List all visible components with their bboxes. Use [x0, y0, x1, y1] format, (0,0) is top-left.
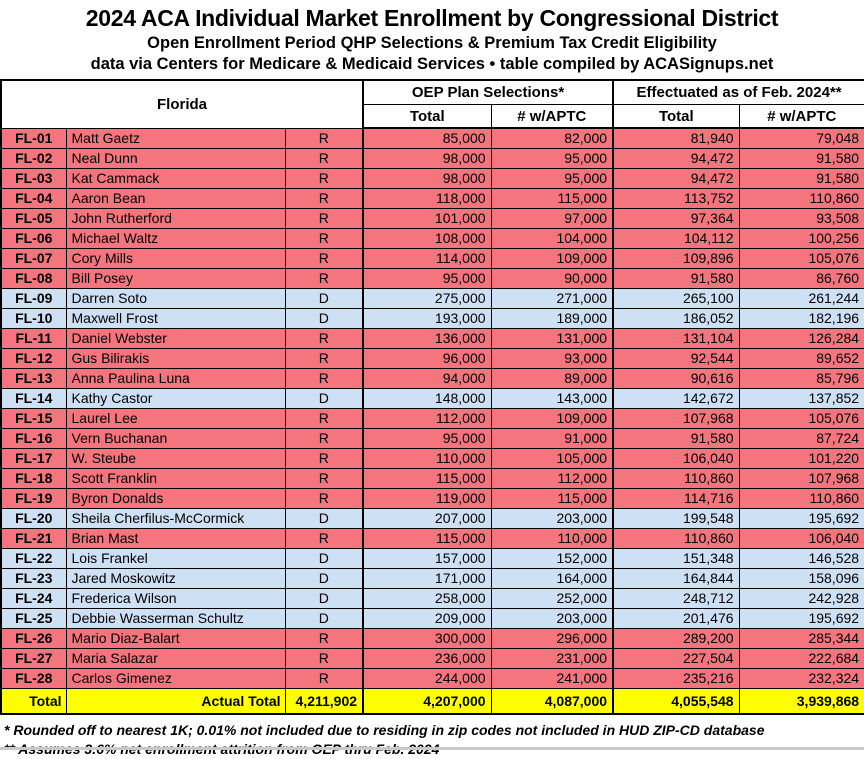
rep-name-cell: Darren Soto	[66, 288, 285, 308]
oep-aptc-cell: 131,000	[491, 328, 613, 348]
party-cell: R	[285, 228, 363, 248]
total-row	[1, 688, 864, 714]
table-row	[1, 568, 864, 588]
eff-total-cell: 235,216	[613, 668, 739, 688]
col-header-eff-aptc: # w/APTC	[739, 105, 864, 129]
oep-total-cell: 275,000	[363, 288, 491, 308]
oep-total-cell: 96,000	[363, 348, 491, 368]
district-cell: FL-22	[1, 548, 66, 568]
district-cell: FL-08	[1, 268, 66, 288]
district-rows	[1, 128, 864, 688]
eff-aptc-cell: 79,048	[739, 128, 864, 148]
table-row	[1, 628, 864, 648]
source-line: data via Centers for Medicare & Medicaid Services • table compiled by ACASignups.net	[90, 55, 774, 73]
enrollment-table	[0, 79, 864, 715]
oep-aptc-cell: 93,000	[491, 348, 613, 368]
party-cell: R	[285, 148, 363, 168]
party-cell: R	[285, 268, 363, 288]
eff-total-cell: 110,860	[613, 468, 739, 488]
oep-aptc-cell: 97,000	[491, 208, 613, 228]
table-row	[1, 388, 864, 408]
oep-total-cell: 115,000	[363, 468, 491, 488]
district-cell: FL-19	[1, 488, 66, 508]
eff-total-cell: 104,112	[613, 228, 739, 248]
party-cell: D	[285, 548, 363, 568]
party-cell: R	[285, 408, 363, 428]
eff-total-cell: 109,896	[613, 248, 739, 268]
oep-aptc-cell: 143,000	[491, 388, 613, 408]
eff-total-cell: 107,968	[613, 408, 739, 428]
rep-name-cell: Laurel Lee	[66, 408, 285, 428]
oep-aptc-cell: 271,000	[491, 288, 613, 308]
rep-name-cell: Carlos Gimenez	[66, 668, 285, 688]
eff-total-cell: 289,200	[613, 628, 739, 648]
oep-aptc-cell: 89,000	[491, 368, 613, 388]
district-cell: FL-06	[1, 228, 66, 248]
table-row	[1, 408, 864, 428]
rep-name-cell: Matt Gaetz	[66, 128, 285, 148]
rep-name-cell: Frederica Wilson	[66, 588, 285, 608]
party-cell: D	[285, 588, 363, 608]
eff-aptc-cell: 146,528	[739, 548, 864, 568]
oep-aptc-cell: 90,000	[491, 268, 613, 288]
table-row	[1, 348, 864, 368]
eff-aptc-cell: 85,796	[739, 368, 864, 388]
party-cell: R	[285, 168, 363, 188]
rep-name-cell: Maxwell Frost	[66, 308, 285, 328]
state-header: Florida	[1, 80, 363, 128]
oep-aptc-cell: 110,000	[491, 528, 613, 548]
table-row	[1, 368, 864, 388]
total-row-label: Total	[1, 688, 66, 714]
table-row	[1, 208, 864, 228]
oep-total-cell: 207,000	[363, 508, 491, 528]
footnote-1: * Rounded off to nearest 1K; 0.01% not included due to residing in zip codes not included in HUD ZIP-CD database	[4, 722, 765, 738]
oep-total-cell: 95,000	[363, 428, 491, 448]
party-cell: R	[285, 488, 363, 508]
oep-total-cell: 136,000	[363, 328, 491, 348]
oep-aptc-cell: 95,000	[491, 148, 613, 168]
group-header-oep: OEP Plan Selections*	[363, 80, 613, 105]
footnotes	[4, 721, 864, 759]
district-cell: FL-14	[1, 388, 66, 408]
party-cell: R	[285, 468, 363, 488]
table-row	[1, 548, 864, 568]
rep-name-cell: W. Steube	[66, 448, 285, 468]
oep-total-cell: 85,000	[363, 128, 491, 148]
table-row	[1, 188, 864, 208]
table-row	[1, 488, 864, 508]
rep-name-cell: Vern Buchanan	[66, 428, 285, 448]
oep-aptc-cell: 115,000	[491, 488, 613, 508]
oep-aptc-cell: 109,000	[491, 408, 613, 428]
eff-aptc-cell: 110,860	[739, 488, 864, 508]
oep-total-cell: 119,000	[363, 488, 491, 508]
eff-aptc-cell: 93,508	[739, 208, 864, 228]
eff-aptc-cell: 158,096	[739, 568, 864, 588]
oep-total-cell: 98,000	[363, 148, 491, 168]
page-title: 2024 ACA Individual Market Enrollment by Congressional District	[85, 5, 779, 31]
table-row	[1, 668, 864, 688]
rep-name-cell: Michael Waltz	[66, 228, 285, 248]
table-row	[1, 288, 864, 308]
table-row	[1, 308, 864, 328]
eff-aptc-cell: 195,692	[739, 608, 864, 628]
party-cell: R	[285, 648, 363, 668]
eff-total-cell: 248,712	[613, 588, 739, 608]
oep-total-cell: 94,000	[363, 368, 491, 388]
oep-total-cell: 209,000	[363, 608, 491, 628]
eff-aptc-cell: 242,928	[739, 588, 864, 608]
oep-total-cell: 101,000	[363, 208, 491, 228]
eff-aptc-cell: 101,220	[739, 448, 864, 468]
district-cell: FL-12	[1, 348, 66, 368]
eff-aptc-cell: 182,196	[739, 308, 864, 328]
eff-aptc-cell: 110,860	[739, 188, 864, 208]
oep-total-cell: 108,000	[363, 228, 491, 248]
party-cell: D	[285, 288, 363, 308]
party-cell: R	[285, 528, 363, 548]
district-cell: FL-07	[1, 248, 66, 268]
oep-aptc-cell: 241,000	[491, 668, 613, 688]
rep-name-cell: Kathy Castor	[66, 388, 285, 408]
district-cell: FL-16	[1, 428, 66, 448]
eff-aptc-cell: 105,076	[739, 248, 864, 268]
district-cell: FL-05	[1, 208, 66, 228]
rep-name-cell: Debbie Wasserman Schultz	[66, 608, 285, 628]
district-cell: FL-09	[1, 288, 66, 308]
eff-total-cell: 151,348	[613, 548, 739, 568]
oep-aptc-cell: 189,000	[491, 308, 613, 328]
oep-total-cell: 148,000	[363, 388, 491, 408]
party-cell: D	[285, 388, 363, 408]
table-row	[1, 608, 864, 628]
table-row	[1, 148, 864, 168]
party-cell: D	[285, 508, 363, 528]
party-cell: D	[285, 308, 363, 328]
district-cell: FL-28	[1, 668, 66, 688]
eff-total-cell: 164,844	[613, 568, 739, 588]
party-cell: D	[285, 608, 363, 628]
party-cell: R	[285, 668, 363, 688]
eff-aptc-cell: 261,244	[739, 288, 864, 308]
oep-aptc-cell: 203,000	[491, 608, 613, 628]
table-row	[1, 508, 864, 528]
rep-name-cell: Scott Franklin	[66, 468, 285, 488]
eff-total-cell: 201,476	[613, 608, 739, 628]
eff-total-cell: 92,544	[613, 348, 739, 368]
oep-aptc-cell: 296,000	[491, 628, 613, 648]
district-cell: FL-26	[1, 628, 66, 648]
oep-total-cell: 114,000	[363, 248, 491, 268]
oep-total-cell: 110,000	[363, 448, 491, 468]
oep-total-cell: 300,000	[363, 628, 491, 648]
oep-aptc-cell: 164,000	[491, 568, 613, 588]
total-eff-aptc: 3,939,868	[739, 688, 864, 714]
group-header-effectuated: Effectuated as of Feb. 2024**	[613, 80, 864, 105]
table-row	[1, 468, 864, 488]
table-row	[1, 648, 864, 668]
party-cell: R	[285, 368, 363, 388]
table-row	[1, 588, 864, 608]
oep-aptc-cell: 109,000	[491, 248, 613, 268]
eff-aptc-cell: 222,684	[739, 648, 864, 668]
col-header-oep-aptc: # w/APTC	[491, 105, 613, 129]
total-eff-total: 4,055,548	[613, 688, 739, 714]
eff-total-cell: 186,052	[613, 308, 739, 328]
eff-aptc-cell: 137,852	[739, 388, 864, 408]
rep-name-cell: Neal Dunn	[66, 148, 285, 168]
table-row	[1, 268, 864, 288]
district-cell: FL-27	[1, 648, 66, 668]
oep-aptc-cell: 231,000	[491, 648, 613, 668]
eff-aptc-cell: 86,760	[739, 268, 864, 288]
oep-aptc-cell: 82,000	[491, 128, 613, 148]
party-cell: R	[285, 628, 363, 648]
party-cell: R	[285, 188, 363, 208]
rep-name-cell: Bill Posey	[66, 268, 285, 288]
rep-name-cell: Lois Frankel	[66, 548, 285, 568]
district-cell: FL-20	[1, 508, 66, 528]
eff-total-cell: 106,040	[613, 448, 739, 468]
table-row	[1, 428, 864, 448]
oep-aptc-cell: 105,000	[491, 448, 613, 468]
district-cell: FL-01	[1, 128, 66, 148]
eff-total-cell: 142,672	[613, 388, 739, 408]
oep-total-cell: 95,000	[363, 268, 491, 288]
rep-name-cell: Gus Bilirakis	[66, 348, 285, 368]
eff-total-cell: 110,860	[613, 528, 739, 548]
district-cell: FL-23	[1, 568, 66, 588]
district-cell: FL-15	[1, 408, 66, 428]
district-cell: FL-21	[1, 528, 66, 548]
district-cell: FL-17	[1, 448, 66, 468]
rep-name-cell: Aaron Bean	[66, 188, 285, 208]
eff-aptc-cell: 126,284	[739, 328, 864, 348]
oep-aptc-cell: 95,000	[491, 168, 613, 188]
district-cell: FL-02	[1, 148, 66, 168]
party-cell: R	[285, 428, 363, 448]
eff-aptc-cell: 106,040	[739, 528, 864, 548]
oep-total-cell: 193,000	[363, 308, 491, 328]
district-cell: FL-03	[1, 168, 66, 188]
rep-name-cell: Mario Diaz-Balart	[66, 628, 285, 648]
title-block	[0, 0, 864, 75]
oep-aptc-cell: 112,000	[491, 468, 613, 488]
table-row	[1, 228, 864, 248]
rep-name-cell: Kat Cammack	[66, 168, 285, 188]
eff-total-cell: 265,100	[613, 288, 739, 308]
total-oep-aptc: 4,087,000	[491, 688, 613, 714]
col-header-oep-total: Total	[363, 105, 491, 129]
table-row	[1, 528, 864, 548]
rep-name-cell: Cory Mills	[66, 248, 285, 268]
eff-aptc-cell: 91,580	[739, 168, 864, 188]
party-cell: D	[285, 568, 363, 588]
eff-aptc-cell: 105,076	[739, 408, 864, 428]
district-cell: FL-25	[1, 608, 66, 628]
actual-total-value: 4,211,902	[285, 688, 363, 714]
eff-total-cell: 90,616	[613, 368, 739, 388]
page-subtitle: Open Enrollment Period QHP Selections & Premium Tax Credit Eligibility	[147, 34, 717, 52]
table-row	[1, 248, 864, 268]
eff-aptc-cell: 91,580	[739, 148, 864, 168]
eff-aptc-cell: 107,968	[739, 468, 864, 488]
eff-total-cell: 114,716	[613, 488, 739, 508]
rep-name-cell: Sheila Cherfilus-McCormick	[66, 508, 285, 528]
district-cell: FL-10	[1, 308, 66, 328]
actual-total-label: Actual Total	[66, 688, 285, 714]
table-row	[1, 328, 864, 348]
eff-total-cell: 91,580	[613, 268, 739, 288]
eff-aptc-cell: 87,724	[739, 428, 864, 448]
party-cell: R	[285, 348, 363, 368]
eff-aptc-cell: 195,692	[739, 508, 864, 528]
rep-name-cell: Maria Salazar	[66, 648, 285, 668]
eff-total-cell: 227,504	[613, 648, 739, 668]
oep-total-cell: 258,000	[363, 588, 491, 608]
district-cell: FL-24	[1, 588, 66, 608]
eff-total-cell: 97,364	[613, 208, 739, 228]
oep-aptc-cell: 203,000	[491, 508, 613, 528]
oep-total-cell: 98,000	[363, 168, 491, 188]
party-cell: R	[285, 128, 363, 148]
oep-total-cell: 157,000	[363, 548, 491, 568]
eff-aptc-cell: 232,324	[739, 668, 864, 688]
eff-aptc-cell: 100,256	[739, 228, 864, 248]
table-row	[1, 128, 864, 148]
oep-total-cell: 112,000	[363, 408, 491, 428]
oep-total-cell: 115,000	[363, 528, 491, 548]
rep-name-cell: Jared Moskowitz	[66, 568, 285, 588]
rep-name-cell: John Rutherford	[66, 208, 285, 228]
total-oep-total: 4,207,000	[363, 688, 491, 714]
party-cell: R	[285, 208, 363, 228]
oep-total-cell: 171,000	[363, 568, 491, 588]
rep-name-cell: Daniel Webster	[66, 328, 285, 348]
oep-total-cell: 118,000	[363, 188, 491, 208]
eff-total-cell: 113,752	[613, 188, 739, 208]
district-cell: FL-11	[1, 328, 66, 348]
oep-aptc-cell: 104,000	[491, 228, 613, 248]
eff-total-cell: 94,472	[613, 168, 739, 188]
oep-aptc-cell: 115,000	[491, 188, 613, 208]
table-row	[1, 168, 864, 188]
rep-name-cell: Byron Donalds	[66, 488, 285, 508]
oep-total-cell: 244,000	[363, 668, 491, 688]
district-cell: FL-13	[1, 368, 66, 388]
eff-aptc-cell: 285,344	[739, 628, 864, 648]
district-cell: FL-18	[1, 468, 66, 488]
district-cell: FL-04	[1, 188, 66, 208]
eff-total-cell: 91,580	[613, 428, 739, 448]
eff-total-cell: 199,548	[613, 508, 739, 528]
oep-aptc-cell: 252,000	[491, 588, 613, 608]
oep-aptc-cell: 152,000	[491, 548, 613, 568]
table-row	[1, 448, 864, 468]
oep-aptc-cell: 91,000	[491, 428, 613, 448]
oep-total-cell: 236,000	[363, 648, 491, 668]
eff-total-cell: 94,472	[613, 148, 739, 168]
eff-total-cell: 131,104	[613, 328, 739, 348]
rep-name-cell: Brian Mast	[66, 528, 285, 548]
party-cell: R	[285, 448, 363, 468]
rep-name-cell: Anna Paulina Luna	[66, 368, 285, 388]
eff-aptc-cell: 89,652	[739, 348, 864, 368]
eff-total-cell: 81,940	[613, 128, 739, 148]
party-cell: R	[285, 248, 363, 268]
col-header-eff-total: Total	[613, 105, 739, 129]
party-cell: R	[285, 328, 363, 348]
